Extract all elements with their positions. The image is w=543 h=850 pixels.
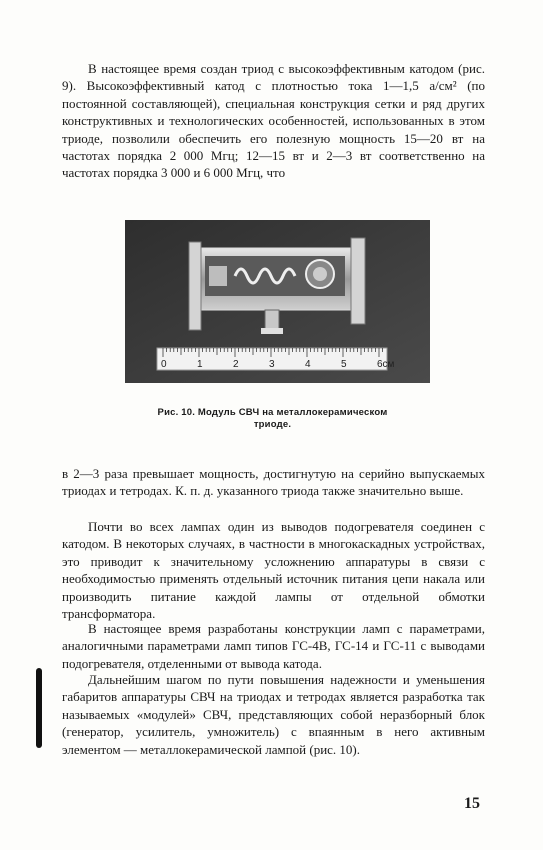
module-photo [125, 220, 430, 383]
margin-mark [36, 668, 42, 748]
ruler [157, 348, 395, 370]
paragraph-1: В настоящее время создан триод с высокоэффективным катодом (рис. 9). Высокоэффективный катод с плотностью тока 1—1,5 а/см² (по постоянной составляющей), специальная конструкция сетки и ряд других конструктивных и технологических особенностей, использованных в этом триоде, позволили обеспечить его полезную мощность 15—20 вт на частотах порядка 2 000 Мгц; 12—15 вт и 2—3 вт соответственно на частотах порядка 3 000 и 6 000 Мгц, что [62, 61, 485, 181]
paragraph-4: В настоящее время разработаны конструкции ламп с параметрами, аналогичными параметрами ламп типов ГС-4В, ГС-14 и ГС-11 с выводами подогревателя, отделенными от вывода катода. [62, 621, 485, 671]
paragraph-2: в 2—3 раза превышает мощность, достигнутую на серийно выпускаемых триодах и тетродах. К. п. д. указанного триода также значительно выше. [62, 466, 485, 499]
ruler-label: 1 [197, 359, 203, 370]
figure-caption [100, 407, 445, 431]
caption-line-1: Рис. 10. Модуль СВЧ на металлокерамическом [157, 407, 388, 418]
ruler-label: 2 [233, 359, 239, 370]
page-number: 15 [464, 795, 480, 812]
ruler-label: 3 [269, 359, 275, 370]
ruler-label: 0 [161, 359, 167, 370]
caption-line-2: триоде. [253, 419, 292, 430]
ruler-label: 4 [305, 359, 311, 370]
ruler-label: 5 [341, 359, 347, 370]
paragraph-5: Дальнейшим шагом по пути повышения надежности и уменьшения габаритов аппаратуры СВЧ на триодах и тетродах является разработка так называемых «модулей» СВЧ, представляющих собой неразборный блок (генератор, усилитель, умножитель) с впаянным в него активным элементом — металлокерамической лампой (рис. 10). [62, 672, 485, 757]
ruler-label: 6см [377, 359, 395, 370]
paragraph-3: Почти во всех лампах один из выводов подогревателя соединен с катодом. В некоторых случаях, в частности в многокаскадных устройствах, это приводит к значительному усложнению аппаратуры в связи с необходимостью применять отдельный источник питания цепи накала или производить питание каждой лампы от отдельной обмотки трансформатора. [62, 519, 485, 622]
figure-photo [125, 220, 430, 383]
